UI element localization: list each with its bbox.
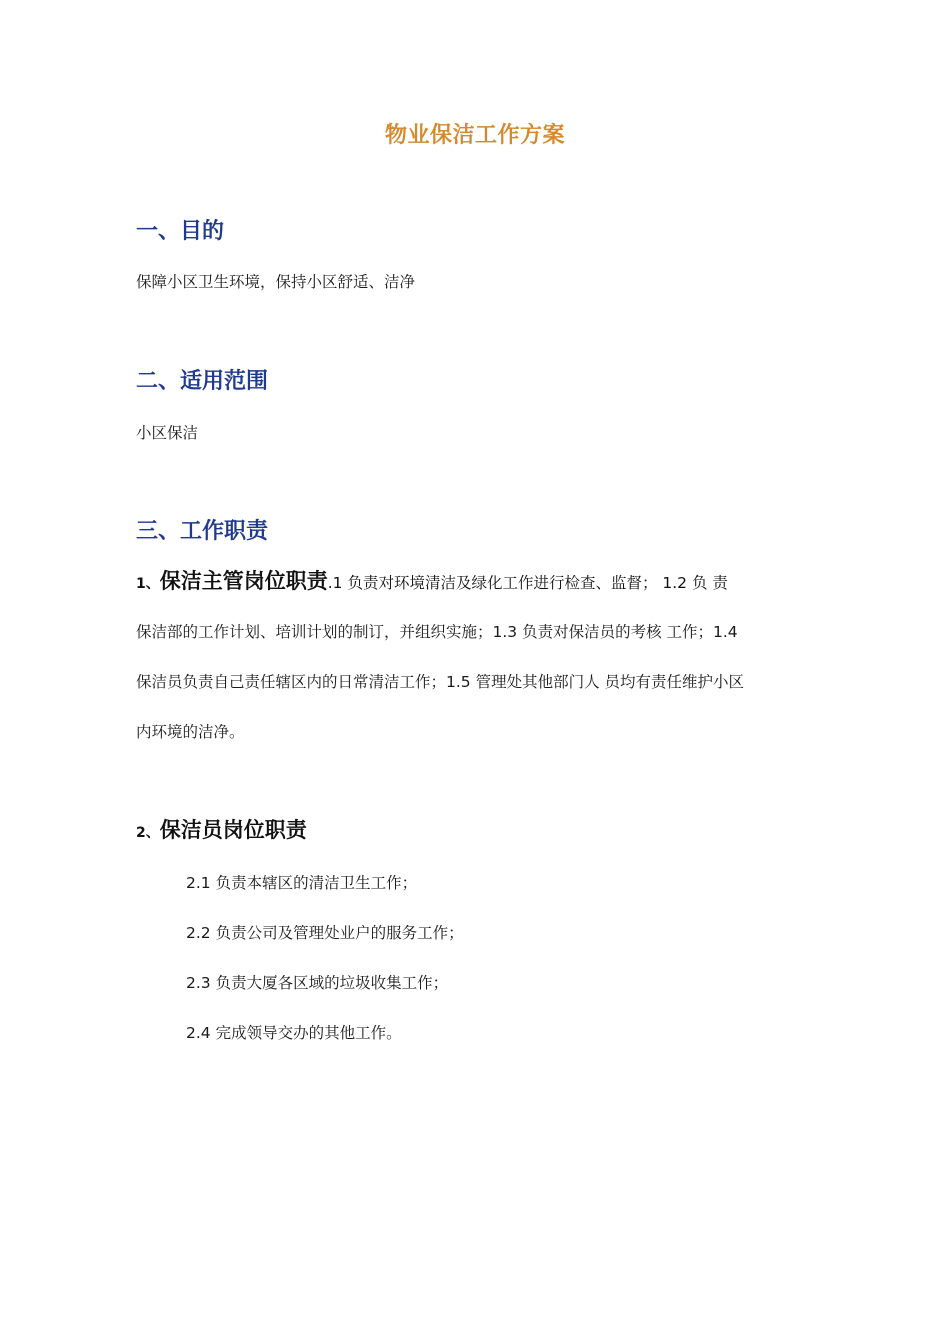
paragraph-line: 内环境的洁净。 — [136, 723, 245, 741]
cleaner-duties-line — [136, 814, 307, 844]
paragraph-line: 保洁部的工作计划、培训计划的制订，并组织实施；1.3 负责对保洁员的考核 工作；1.4 — [136, 623, 738, 641]
subsection-number: 1、 — [136, 576, 160, 592]
section-heading-duties: 三、工作职责 — [136, 519, 269, 544]
section-body-scope: 小区保洁 — [136, 424, 199, 442]
list-item: 2.4 完成领导交办的其他工作。 — [186, 1024, 402, 1042]
subsection-title-supervisor: 保洁主管岗位职责 — [159, 569, 328, 593]
supervisor-duties-line — [136, 565, 728, 595]
paragraph-line: .1 负责对环境清洁及绿化工作进行检查、监督； 1.2 负 责 — [327, 574, 728, 592]
section-heading-purpose: 一、目的 — [136, 219, 225, 244]
document-title: 物业保洁工作方案 — [384, 123, 565, 148]
section-body-purpose: 保障小区卫生环境，保持小区舒适、洁净 — [136, 273, 416, 291]
subsection-number: 2、 — [136, 825, 160, 841]
list-item: 2.3 负责大厦各区域的垃圾收集工作； — [186, 974, 449, 992]
subsection-title-cleaner: 保洁员岗位职责 — [159, 818, 307, 842]
section-heading-scope: 二、适用范围 — [136, 369, 269, 394]
paragraph-line: 保洁员负责自己责任辖区内的日常清洁工作；1.5 管理处其他部门人 员均有责任维护小区 — [136, 673, 745, 691]
list-item: 2.1 负责本辖区的清洁卫生工作； — [186, 874, 418, 892]
list-item: 2.2 负责公司及管理处业户的服务工作； — [186, 924, 464, 942]
